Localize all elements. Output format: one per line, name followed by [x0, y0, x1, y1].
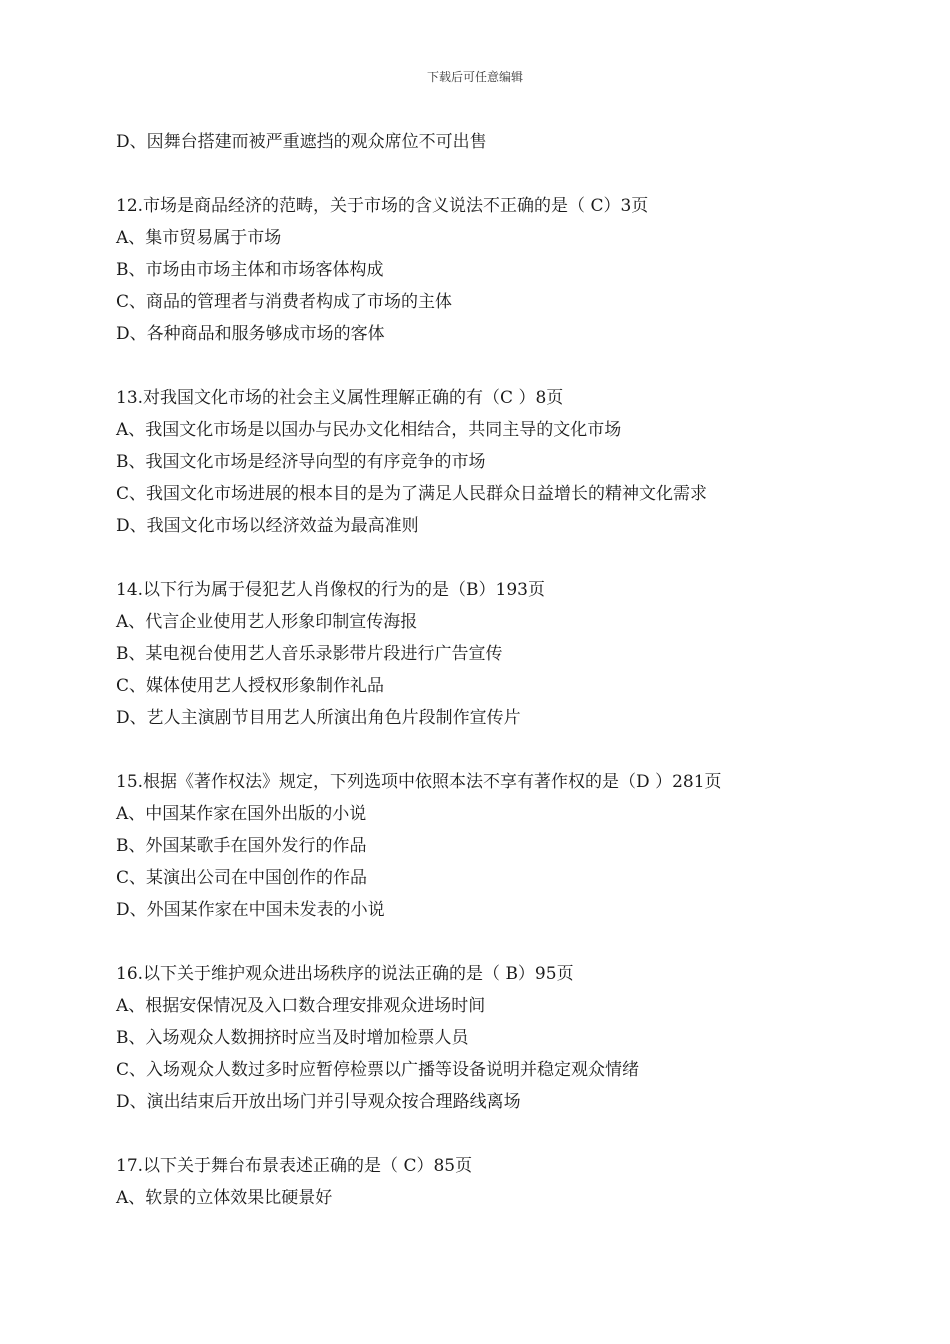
option-line: D、因舞台搭建而被严重遮挡的观众席位不可出售 [116, 132, 487, 152]
question-stem: 14.以下行为属于侵犯艺人肖像权的行为的是（B）193页 [116, 580, 545, 600]
question-17 [116, 1150, 916, 1214]
option-d: D、艺人主演剧节目用艺人所演出角色片段制作宣传片 [116, 708, 521, 728]
option-a: A、集市贸易属于市场 [116, 228, 282, 248]
option-d: D、我国文化市场以经济效益为最高准则 [116, 516, 419, 536]
page-header: 下载后可任意编辑 [426, 70, 523, 84]
option-b: B、外国某歌手在国外发行的作品 [116, 836, 367, 856]
option-d: D、外国某作家在中国未发表的小说 [116, 900, 385, 920]
option-c: C、入场观众人数过多时应暂停检票以广播等设备说明并稳定观众情绪 [116, 1060, 640, 1080]
question-stem: 13.对我国文化市场的社会主义属性理解正确的有（C ）8页 [116, 388, 564, 408]
question-stem: 15.根据《著作权法》规定，下列选项中依照本法不享有著作权的是（D ）281页 [116, 772, 722, 792]
option-d: D、演出结束后开放出场门并引导观众按合理路线离场 [116, 1092, 521, 1112]
option-d: D、各种商品和服务够成市场的客体 [116, 324, 385, 344]
option-a: A、根据安保情况及入口数合理安排观众进场时间 [116, 996, 486, 1016]
question-16 [116, 958, 916, 1118]
option-a: A、我国文化市场是以国办与民办文化相结合，共同主导的文化市场 [116, 420, 622, 440]
option-b: B、入场观众人数拥挤时应当及时增加检票人员 [116, 1028, 469, 1048]
question-12 [116, 190, 916, 350]
question-13 [116, 382, 916, 542]
question-stem: 12.市场是商品经济的范畴，关于市场的含义说法不正确的是（ C）3页 [116, 196, 649, 216]
option-b: B、市场由市场主体和市场客体构成 [116, 260, 384, 280]
option-c: C、媒体使用艺人授权形象制作礼品 [116, 676, 385, 696]
option-c: C、我国文化市场进展的根本目的是为了满足人民群众日益增长的精神文化需求 [116, 484, 708, 504]
option-b: B、某电视台使用艺人音乐录影带片段进行广告宣传 [116, 644, 503, 664]
option-b: B、我国文化市场是经济导向型的有序竞争的市场 [116, 452, 486, 472]
option-a: A、代言企业使用艺人形象印制宣传海报 [116, 612, 418, 632]
option-c: C、某演出公司在中国创作的作品 [116, 868, 368, 888]
question-stem: 17.以下关于舞台布景表述正确的是（ C）85页 [116, 1156, 473, 1176]
option-a: A、中国某作家在国外出版的小说 [116, 804, 367, 824]
question-14 [116, 574, 916, 734]
question-15 [116, 766, 916, 926]
option-a: A、软景的立体效果比硬景好 [116, 1188, 333, 1208]
document-body [116, 126, 916, 1214]
question-stem: 16.以下关于维护观众进出场秩序的说法正确的是（ B）95页 [116, 964, 574, 984]
option-c: C、商品的管理者与消费者构成了市场的主体 [116, 292, 453, 312]
